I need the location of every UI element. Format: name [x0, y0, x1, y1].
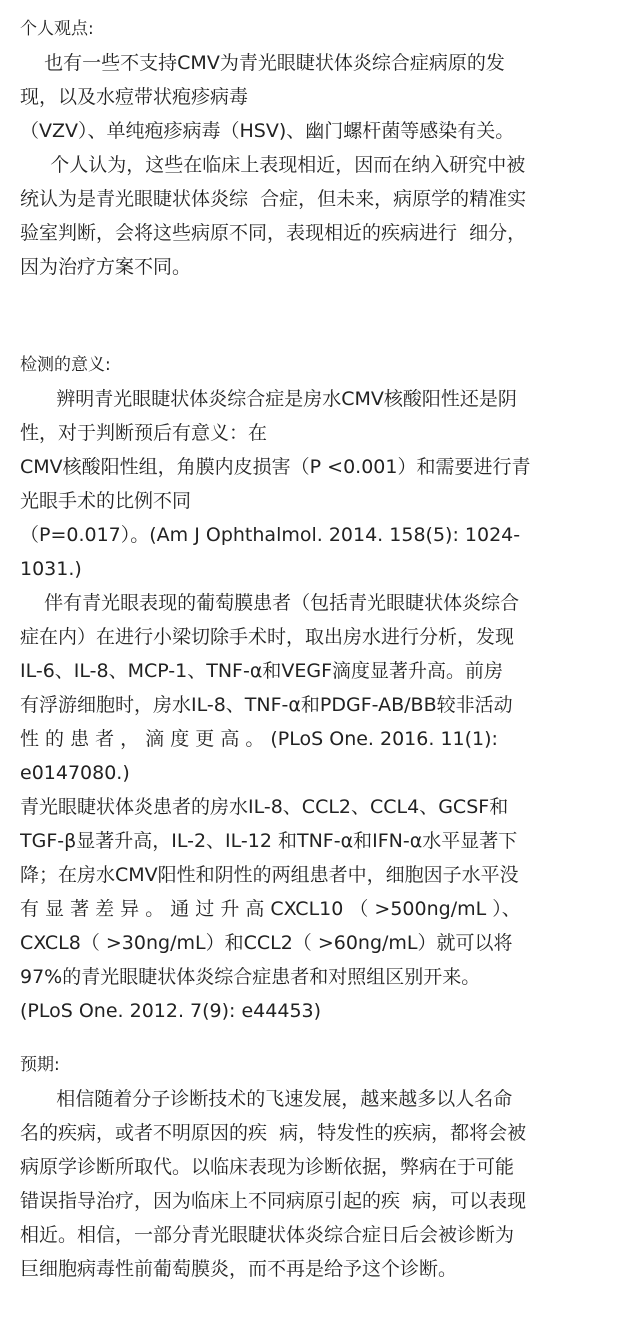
section-personal-view — [20, 12, 607, 284]
text-line: 有 显 著 差 异 。 通 过 升 高 CXCL10 （ >500ng/mL ）、 — [20, 898, 521, 920]
text-line: IL-6、IL-8、MCP-1、TNF-α和VEGF滴度显著升高。前房 — [20, 660, 504, 682]
text-line: 性 的 患 者 ， 滴 度 更 高 。 (PLoS One. 2016. 11(1): — [20, 728, 498, 750]
text-line: 1031.) — [20, 558, 82, 580]
text-line: 性，对于判断预后有意义：在 — [20, 422, 268, 444]
text-line: 光眼手术的比例不同 — [20, 490, 192, 512]
section-outlook — [20, 1048, 607, 1286]
text-line: 相近。相信，一部分青光眼睫状体炎综合症日后会被诊断为 — [20, 1224, 515, 1246]
text-line: 青光眼睫状体炎患者的房水IL-8、CCL2、CCL4、GCSF和 — [20, 796, 509, 818]
text-line: 现，以及水痘带状疱疹病毒 — [20, 86, 249, 108]
text-line: 有浮游细胞时，房水IL-8、TNF-α和PDGF-AB/BB较非活动 — [20, 694, 513, 716]
text-line: (PLoS One. 2012. 7(9): e44453) — [20, 1000, 322, 1022]
text-line: 因为治疗方案不同。 — [20, 256, 192, 278]
section-heading: 预期: — [20, 1055, 60, 1075]
text-line: 症在内）在进行小梁切除手术时，取出房水进行分析，发现 — [20, 626, 515, 648]
section-significance — [20, 348, 607, 1028]
text-line: 97%的青光眼睫状体炎综合症患者和对照组区别开来。 — [20, 966, 481, 988]
text-line: 统认为是青光眼睫状体炎综 合症，但未来，病原学的精准实 — [20, 188, 527, 210]
text-line: （P=0.017）。(Am J Ophthalmol. 2014. 158(5): 1024- — [20, 524, 521, 546]
text-line: 降；在房水CMV阳性和阴性的两组患者中，细胞因子水平没 — [20, 864, 519, 886]
text-line: e0147080.) — [20, 762, 130, 784]
text-line: 个人认为，这些在临床上表现相近，因而在纳入研究中被 — [20, 154, 526, 176]
text-line: CXCL8（ >30ng/mL）和CCL2（ >60ng/mL）就可以将 — [20, 932, 513, 954]
section-spacer — [20, 284, 607, 348]
text-line: 巨细胞病毒性前葡萄膜炎，而不再是给予这个诊断。 — [20, 1258, 458, 1280]
section-heading: 检测的意义: — [20, 355, 111, 375]
text-line: 辨明青光眼睫状体炎综合症是房水CMV核酸阳性还是阴 — [20, 388, 517, 410]
text-line: 错误指导治疗，因为临床上不同病原引起的疾 病，可以表现 — [20, 1190, 527, 1212]
text-line: （VZV）、单纯疱疹病毒（HSV)、幽门螺杆菌等感染有关。 — [20, 120, 515, 142]
text-line: 相信随着分子诊断技术的飞速发展，越来越多以人名命 — [20, 1088, 513, 1110]
text-line: 伴有青光眼表现的葡萄膜患者（包括青光眼睫状体炎综合 — [20, 592, 520, 614]
text-line: 也有一些不支持CMV为青光眼睫状体炎综合症病原的发 — [20, 52, 505, 74]
text-line: CMV核酸阳性组，角膜内皮损害（P <0.001）和需要进行青 — [20, 456, 531, 478]
text-line: TGF-β显著升高，IL-2、IL-12 和TNF-α和IFN-α水平显著下 — [20, 830, 518, 852]
text-line: 验室判断，会将这些病原不同，表现相近的疾病进行 细分， — [20, 222, 527, 244]
section-spacer — [20, 1028, 607, 1048]
section-heading: 个人观点: — [20, 19, 94, 39]
text-line: 病原学诊断所取代。以临床表现为诊断依据，弊病在于可能 — [20, 1156, 515, 1178]
text-line: 名的疾病，或者不明原因的疾 病，特发性的疾病，都将会被 — [20, 1122, 527, 1144]
